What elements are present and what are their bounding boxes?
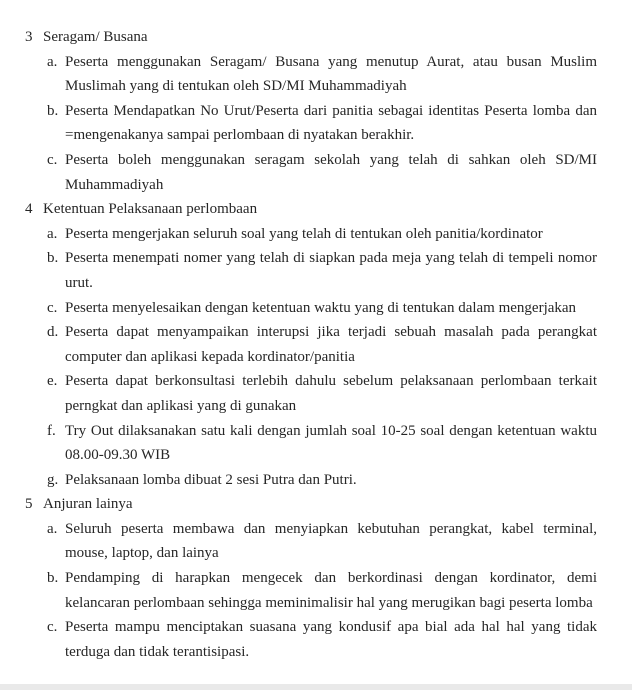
list-item-text: Peserta mampu menciptakan suasana yang kondusif apa bial ada hal hal yang tidak terduga dan tidak terantisipasi. xyxy=(65,619,597,660)
list-item xyxy=(47,222,597,247)
list-item-letter: g. xyxy=(47,471,59,488)
section-number: 4 xyxy=(25,201,33,218)
list-item-text: Peserta dapat menyampaikan interupsi jika terjadi sebuah masalah pada perangkat computer dan aplikasi kepada kordinator/panitia xyxy=(65,324,597,365)
list-item-text: Peserta mengerjakan seluruh soal yang telah di tentukan oleh panitia/kordinator xyxy=(65,225,543,242)
section-number: 5 xyxy=(25,496,33,513)
list-item-letter: a. xyxy=(47,225,58,242)
list-item xyxy=(47,566,597,615)
list-item xyxy=(47,320,597,369)
list-item xyxy=(47,148,597,197)
list-item xyxy=(47,369,597,418)
section-ketentuan-pelaksanaan xyxy=(25,197,597,492)
list-item-letter: b. xyxy=(47,102,59,119)
section-heading xyxy=(25,25,597,50)
list-item xyxy=(47,419,597,468)
list-item-letter: c. xyxy=(47,619,58,636)
list-item-text: Peserta menggunakan Seragam/ Busana yang menutup Aurat, atau busan Muslim Muslimah yang di tentukan oleh SD/MI Muhammadiyah xyxy=(65,53,597,95)
section-title: Anjuran lainya xyxy=(43,496,133,513)
list-item xyxy=(47,50,597,99)
list-item-text: Seluruh peserta membawa dan menyiapkan kebutuhan perangkat, kabel terminal, mouse, laptop, dan lainya xyxy=(65,520,597,562)
section-heading xyxy=(25,492,597,517)
list-item-text: Pelaksanaan lomba dibuat 2 sesi Putra dan Putri. xyxy=(65,471,357,488)
list-item-text: Peserta menempati nomer yang telah di siapkan pada meja yang telah di tempeli nomor urut. xyxy=(65,250,597,291)
list-item-text: Peserta boleh menggunakan seragam sekolah yang telah di sahkan oleh SD/MI Muhammadiyah xyxy=(65,151,597,193)
list-item-text: Peserta dapat berkonsultasi terlebih dahulu sebelum pelaksanaan perlombaan terkait perngkat dan aplikasi yang di gunakan xyxy=(65,373,597,414)
list-item xyxy=(47,615,597,664)
list-item-letter: c. xyxy=(47,151,58,168)
list-item-text: Peserta menyelesaikan dengan ketentuan waktu yang di tentukan dalam mengerjakan xyxy=(65,299,577,316)
list-item xyxy=(47,296,597,321)
list-item-letter: b. xyxy=(47,250,59,267)
list-item-letter: a. xyxy=(47,520,58,537)
document-body xyxy=(25,25,597,664)
list-item-letter: f. xyxy=(47,422,56,439)
list-item-letter: a. xyxy=(47,53,58,70)
list-item-text: Pendamping di harapkan mengecek dan berkordinasi dengan kordinator, demi kelancaran perlombaan sehingga meminimalisir hal yang merugikan bagi peserta lomba xyxy=(65,570,597,611)
list-item-text: Try Out dilaksanakan satu kali dengan jumlah soal 10-25 soal dengan ketentuan waktu 08.00-09.30 WIB xyxy=(65,422,597,464)
list-item-letter: d. xyxy=(47,324,59,341)
list-item xyxy=(47,99,597,148)
section-number: 3 xyxy=(25,29,33,45)
list-item-text: Peserta Mendapatkan No Urut/Peserta dari panitia sebagai identitas Peserta lomba dan =mengenakanya sampai perlombaan di nyatakan berakhir. xyxy=(65,102,597,144)
list-item-letter: e. xyxy=(47,373,58,390)
list-item-letter: c. xyxy=(47,299,58,316)
section-seragam-busana xyxy=(25,25,597,197)
section-title: Seragam/ Busana xyxy=(43,29,148,45)
section-anjuran-lainya xyxy=(25,492,597,664)
section-heading xyxy=(25,197,597,222)
section-title: Ketentuan Pelaksanaan perlombaan xyxy=(43,201,258,218)
list-item-letter: b. xyxy=(47,570,59,587)
list-item xyxy=(47,246,597,295)
page-bottom-divider xyxy=(0,684,632,690)
list-item xyxy=(47,517,597,566)
list-item xyxy=(47,468,597,493)
